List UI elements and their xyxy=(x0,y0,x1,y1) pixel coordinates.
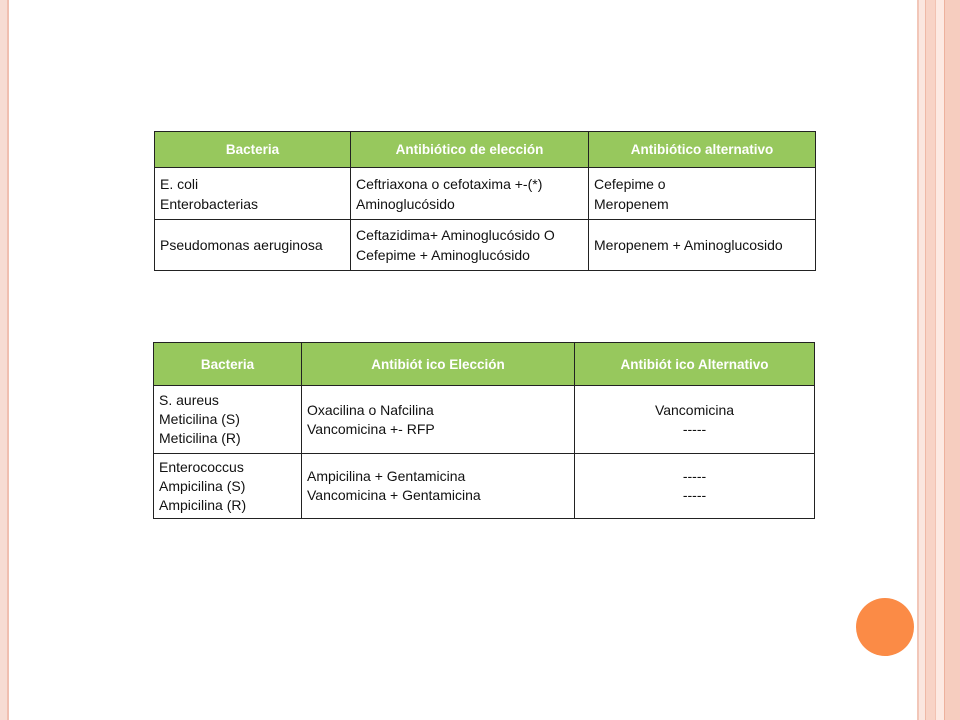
cell-alternativo xyxy=(589,220,816,271)
cell-bacteria xyxy=(155,168,351,220)
cell-eleccion xyxy=(302,454,575,519)
table-row xyxy=(154,454,815,519)
cell-line: Vancomicina + Gentamicina xyxy=(307,487,481,503)
header-eleccion: Antibiót ico Elección xyxy=(302,343,575,386)
cell-alternativo xyxy=(589,168,816,220)
cell-line: Ampicilina (R) xyxy=(159,496,247,513)
cell-line: Meticilina (S) xyxy=(159,411,240,427)
cell-line: ----- xyxy=(682,468,707,484)
cell-line: E. coli xyxy=(160,175,199,192)
gram-negative-antibiotic-table xyxy=(154,131,816,271)
cell-line: Ampicilina + Gentamicina xyxy=(307,468,466,484)
cell-line: Pseudomonas aeruginosa xyxy=(160,237,323,253)
cell-line: Cefepime o xyxy=(594,175,666,192)
cell-line: Cefepime + Aminoglucósido xyxy=(356,247,530,263)
cell-line: Enterococcus xyxy=(159,458,244,475)
cell-eleccion xyxy=(302,386,575,454)
cell-line: Ampicilina (S) xyxy=(159,477,246,494)
cell-line: Meropenem xyxy=(594,195,669,212)
cell-line: Vancomicina +- RFP xyxy=(307,420,435,437)
decorative-orange-circle xyxy=(856,598,914,656)
cell-line: S. aureus xyxy=(159,392,219,408)
header-bacteria: Bacteria xyxy=(155,132,351,168)
cell-line: ----- xyxy=(682,487,707,503)
slide-frame-right-stripe xyxy=(917,0,925,720)
header-alternativo: Antibiót ico Alternativo xyxy=(575,343,815,386)
table-header-row xyxy=(154,343,815,386)
table-row xyxy=(155,220,816,271)
cell-line: Vancomicina xyxy=(654,401,735,418)
cell-line: Meropenem + Aminoglucosido xyxy=(594,237,783,253)
cell-line: Aminoglucósido xyxy=(356,195,455,212)
header-eleccion: Antibiótico de elección xyxy=(351,132,589,168)
slide-frame-right-stripe xyxy=(944,0,960,720)
header-alternativo: Antibiótico alternativo xyxy=(589,132,816,168)
cell-alternativo xyxy=(575,386,815,454)
cell-line: Oxacilina o Nafcilina xyxy=(307,401,434,418)
cell-line: ----- xyxy=(682,420,707,437)
cell-eleccion xyxy=(351,168,589,220)
slide-frame-left xyxy=(0,0,9,720)
cell-line: Meticilina (R) xyxy=(159,430,241,446)
cell-eleccion xyxy=(351,220,589,271)
cell-alternativo xyxy=(575,454,815,519)
table-row xyxy=(155,168,816,220)
cell-line: Enterobacterias xyxy=(160,195,259,212)
gram-positive-antibiotic-table xyxy=(153,342,815,519)
cell-bacteria xyxy=(155,220,351,271)
cell-line: Ceftazidima+ Aminoglucósido O xyxy=(356,227,555,243)
table-row xyxy=(154,386,815,454)
cell-bacteria xyxy=(154,454,302,519)
cell-bacteria xyxy=(154,386,302,454)
header-bacteria: Bacteria xyxy=(154,343,302,386)
cell-line: Ceftriaxona o cefotaxima +-(*) xyxy=(356,175,543,192)
table-header-row xyxy=(155,132,816,168)
